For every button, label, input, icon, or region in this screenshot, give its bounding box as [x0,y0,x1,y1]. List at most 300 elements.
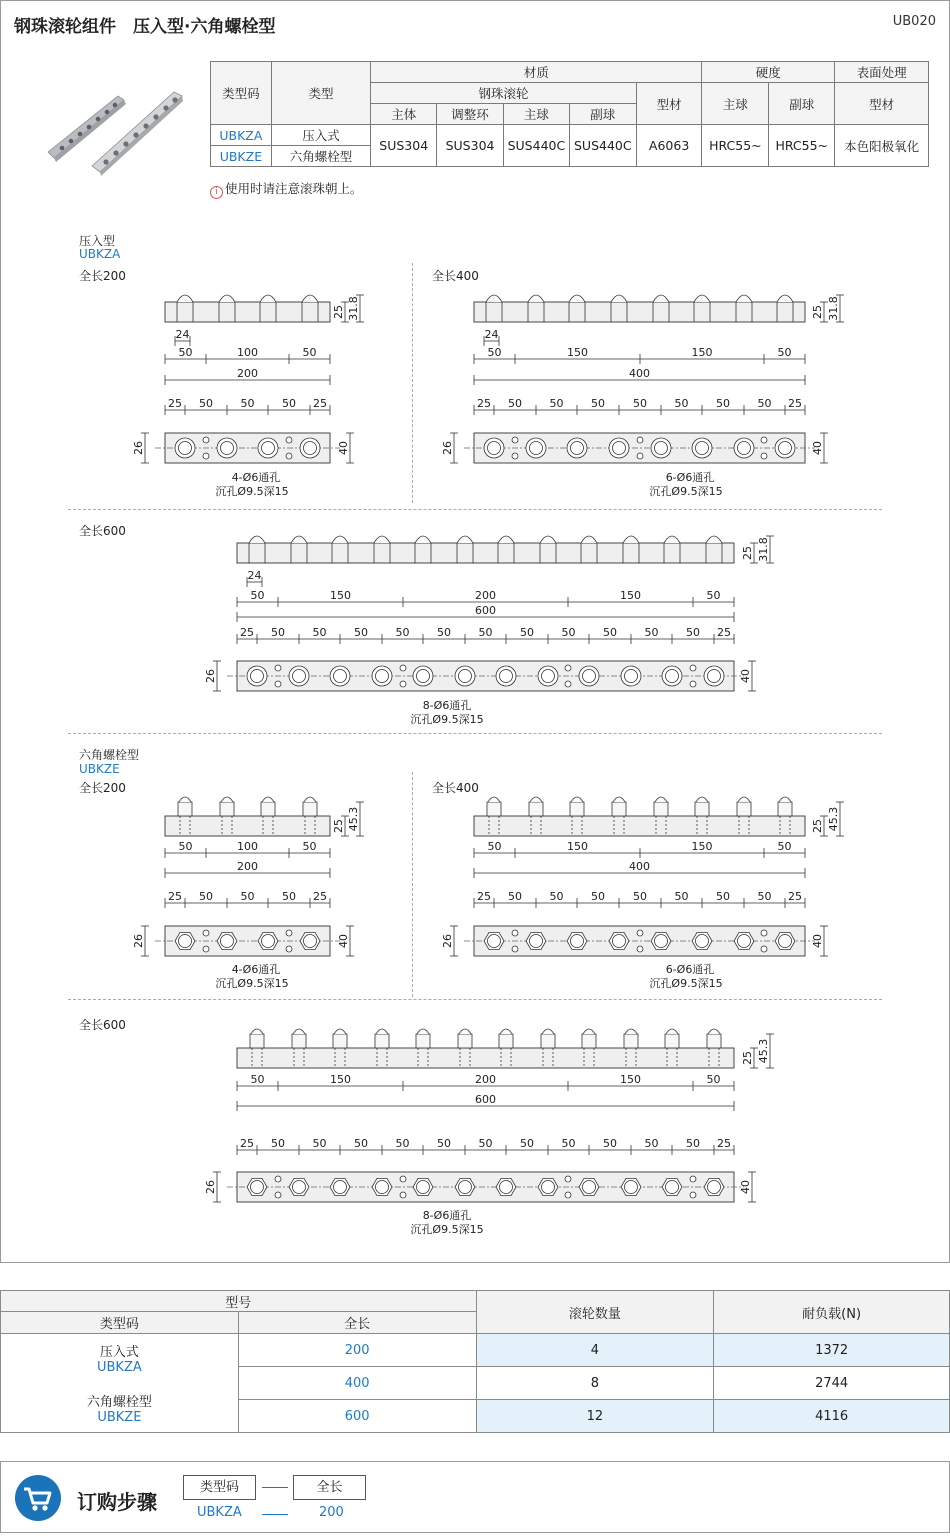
hex600-side-hexhead [333,1034,347,1048]
hex400-hole-label: 6-Ø6通孔 [665,963,715,976]
press600-w26-label: 26 [204,669,217,683]
hex600-topdim-label: 50 [520,1137,534,1150]
press600-pitch-label: 150 [330,589,351,602]
hex600-pitch-label: 50 [706,1073,721,1086]
hex200-hole-label: 4-Ø6通孔 [231,963,281,976]
val-surface: 本色阳极氧化 [835,125,929,167]
label-hex-200: 全长200 [79,781,126,795]
press600-pitch-label: 150 [620,589,641,602]
press600-top-ball [708,670,721,683]
hex400-pitch-label: 150 [567,840,588,853]
hex600-topdim-label: 50 [478,1137,493,1150]
th-hardness: 硬度 [702,62,835,83]
press400-pitch-label: 50 [487,346,502,359]
hex600-side-ball [542,1029,554,1034]
hex600-pitch-label: 50 [250,1073,265,1086]
hex400-topdim-label: 25 [477,890,491,903]
hex600-hole-label: 8-Ø6通孔 [422,1209,472,1222]
th-type: 类型 [271,62,371,125]
hex600-total-label: 600 [475,1093,496,1106]
press200-top-hole [286,453,292,459]
hex400-side-hexhead [529,802,543,816]
hex600-topdim-label: 25 [240,1137,254,1150]
hex600-side-hexhead [707,1034,721,1048]
hex600-top-hole [275,1192,281,1198]
label-hex-400: 全长400 [432,781,479,795]
press600-side-ball [664,536,680,543]
label-hex-600: 全长600 [79,1018,126,1032]
hex600-side-hexhead [499,1034,513,1048]
th-ring: 调整环 [437,104,504,125]
press600-topdim-label: 50 [644,626,659,639]
hex200-top-hole [203,946,209,952]
label-press-400: 全长400 [432,269,479,283]
hex400-top-ball [571,935,584,948]
hex600-top-hole [565,1176,571,1182]
hex200-top-hole [286,946,292,952]
row-code-ubkze: UBKZE [211,146,272,167]
press400-top-ball [738,442,751,455]
press600-topdim-label: 50 [437,626,451,639]
page-title: 钢珠滚轮组件 压入型·六角螺栓型 [14,17,276,37]
order-dash [262,1487,288,1488]
press600-side-ball [415,536,431,543]
hex400-top-ball [488,935,501,948]
press400-side-bar [474,302,805,322]
hex600-top-ball [251,1181,264,1194]
press200-cb-label: 沉孔Ø9.5深15 [215,485,289,498]
hex200-h453-label: 45.3 [347,806,360,832]
hex400-top-hole [512,930,518,936]
th-type-code: 类型码 [211,62,272,125]
label-press-200: 全长200 [79,269,126,283]
hex600-side-ball [293,1029,305,1034]
press600-side-ball [623,536,639,543]
size-len-600: 600 [238,1400,476,1433]
press200-total-label: 200 [237,367,258,380]
hex600-h453-label: 45.3 [757,1038,770,1064]
press400-top-ball [655,442,668,455]
press400-topdim-label: 25 [477,397,491,410]
section-press-code: UBKZA [79,247,121,261]
press400-top-hole [512,437,518,443]
press400-pitch-label: 150 [691,346,713,359]
press400-pitch-label: 50 [777,346,792,359]
press600-topdim-label: 50 [478,626,493,639]
hex600-side-ball [334,1029,346,1034]
th-sub-ball: 副球 [569,104,636,125]
press400-total-label: 400 [629,367,650,380]
th-body: 主体 [371,104,437,125]
hex400-top-hole [761,930,767,936]
press600-top-hole [565,681,571,687]
hex400-topdim-label: 25 [788,890,802,903]
hex600-top-hole [400,1192,406,1198]
hex400-topdim-label: 50 [633,890,647,903]
hex600-top-hole [690,1176,696,1182]
press400-top-ball [779,442,792,455]
press200-h25-label: 25 [332,305,345,319]
size-len-400: 400 [238,1367,476,1400]
hex200-side-hexhead [178,802,192,816]
th-profile: 型材 [636,83,702,125]
press400-top-hole [512,453,518,459]
press400-topdim-label: 50 [716,397,730,410]
press600-top-hole [400,681,406,687]
hex400-side-ball [488,797,500,802]
hex600-side-ball [459,1029,471,1034]
hex400-w26-label: 26 [441,934,454,948]
hex200-topdim-label: 50 [282,890,296,903]
press200-side-ball [302,295,318,302]
press200-pitch-label: 100 [237,346,258,359]
hex600-top-ball [500,1181,513,1194]
press400-side-ball [528,295,544,302]
th-load: 耐负载(N) [714,1291,950,1334]
order-dash-blue [262,1514,288,1515]
hex400-top-ball [779,935,792,948]
row-code-ubkza: UBKZA [211,125,272,146]
press400-topdim-label: 25 [788,397,802,410]
press400-topdim-label: 50 [549,397,564,410]
hex400-total-label: 400 [629,860,650,873]
hex200-top-hole [286,930,292,936]
press600-topdim-label: 50 [312,626,327,639]
press400-side-ball [736,295,752,302]
press400-top-ball [530,442,543,455]
press600-topdim-label: 50 [686,626,700,639]
size-load-200: 1372 [714,1334,950,1367]
press400-h25-label: 25 [811,305,824,319]
hex600-top-ball [376,1181,389,1194]
hex600-top-ball [293,1181,306,1194]
hex600-topdim-label: 50 [561,1137,576,1150]
order-box-type-code: 类型码 [183,1475,256,1500]
hex400-top-ball [696,935,709,948]
hex600-top-ball [583,1181,596,1194]
th-qty: 滚轮数量 [476,1291,714,1334]
hex200-top-ball [304,935,317,948]
press600-side-ball [706,536,722,543]
hex400-pitch-label: 50 [487,840,502,853]
press200-top-hole [203,437,209,443]
hex400-side-ball [738,797,750,802]
hex600-topdim-label: 50 [395,1137,410,1150]
press600-hole-label: 8-Ø6通孔 [422,699,472,712]
hex600-topdim-label: 50 [437,1137,451,1150]
press200-topdim-label: 50 [282,397,296,410]
hex600-side-bar [237,1048,734,1068]
press400-cb-label: 沉孔Ø9.5深15 [649,485,723,498]
hex400-side-hexhead [737,802,751,816]
hex200-cb-label: 沉孔Ø9.5深15 [215,977,289,990]
press600-top-hole [565,665,571,671]
press200-w26-label: 26 [132,441,145,455]
hex400-topdim-label: 50 [674,890,689,903]
hex600-side-hexhead [375,1034,389,1048]
hex600-side-hexhead [292,1034,306,1048]
press600-top-ball [625,670,638,683]
press200-topdim-label: 25 [313,397,327,410]
press400-top-hole [637,453,643,459]
hex400-side-bar [474,816,805,836]
th-hard-main: 主球 [702,83,769,125]
press200-topdim-label: 50 [240,397,255,410]
press200-top-hole [203,453,209,459]
hex600-side-ball [625,1029,637,1034]
val-ring: SUS304 [437,125,504,167]
hex200-h25-label: 25 [332,819,345,833]
press400-top-ball [696,442,709,455]
press200-top-ball [179,442,192,455]
cart-icon [15,1475,61,1521]
hex200-pitch-label: 100 [237,840,258,853]
order-box-length: 全长 [293,1475,366,1500]
press200-d24-label: 24 [175,328,190,341]
press600-side-bar [237,543,734,563]
hex400-pitch-label: 150 [691,840,713,853]
press600-top-ball [583,670,596,683]
val-profile: A6063 [636,125,702,167]
hex600-pitch-label: 150 [330,1073,351,1086]
press400-side-ball [653,295,669,302]
hex600-w26-label: 26 [204,1180,217,1194]
press600-top-hole [275,681,281,687]
press600-topdim-label: 50 [354,626,368,639]
hex600-pitch-label: 150 [620,1073,641,1086]
press600-cb-label: 沉孔Ø9.5深15 [410,713,484,726]
press600-topdim-label: 50 [271,626,285,639]
press200-top-ball [221,442,234,455]
hex200-top-ball [262,935,275,948]
press400-d24-label: 24 [484,328,499,341]
th-surface: 表面处理 [835,62,929,83]
order-steps [0,1461,950,1533]
press600-pitch-label: 50 [250,589,265,602]
hex200-side-ball [304,797,316,802]
press600-topdim-label: 50 [603,626,617,639]
press400-top-hole [761,437,767,443]
hex600-side-hexhead [541,1034,555,1048]
hex600-topdim-label: 50 [603,1137,617,1150]
press600-top-ball [376,670,389,683]
hex200-w40-label: 40 [337,934,350,948]
size-type-press: 压入式 [99,1345,139,1360]
hex400-side-ball [655,797,667,802]
press400-side-ball [611,295,627,302]
hex600-h25-label: 25 [741,1051,754,1065]
hex400-topdim-label: 50 [716,890,730,903]
press600-side-ball [291,536,307,543]
press600-topdim-label: 50 [561,626,576,639]
press600-side-ball [498,536,514,543]
hex400-topdim-label: 50 [591,890,605,903]
press600-topdim-label: 50 [395,626,410,639]
section-hex-code: UBKZE [79,762,120,776]
press200-side-ball [260,295,276,302]
press400-topdim-label: 50 [591,397,605,410]
hex600-top-hole [565,1192,571,1198]
hex400-side-ball [571,797,583,802]
hex600-side-hexhead [582,1034,596,1048]
press200-w40-label: 40 [337,441,350,455]
hex600-side-hexhead [665,1034,679,1048]
size-code-hex: UBKZE [97,1410,142,1425]
press200-side-ball [219,295,235,302]
size-qty-600: 12 [476,1400,714,1433]
hex600-side-hexhead [416,1034,430,1048]
press200-top-hole [286,437,292,443]
hex400-top-hole [512,946,518,952]
hex200-side-ball [221,797,233,802]
press600-topdim-label: 25 [240,626,254,639]
press600-w40-label: 40 [739,669,752,683]
hex400-topdim-label: 50 [549,890,564,903]
press400-side-ball [777,295,793,302]
hex600-w40-label: 40 [739,1180,752,1194]
press200-hole-label: 4-Ø6通孔 [231,471,281,484]
hex400-h453-label: 45.3 [827,806,840,832]
press400-top-ball [571,442,584,455]
hex400-topdim-label: 50 [757,890,772,903]
press400-top-hole [761,453,767,459]
hex600-topdim-label: 25 [717,1137,731,1150]
hex600-side-hexhead [250,1034,264,1048]
hex400-top-ball [530,935,543,948]
press400-w26-label: 26 [441,441,454,455]
val-main-ball: SUS440C [503,125,569,167]
hex600-side-ball [500,1029,512,1034]
hex600-pitch-label: 200 [475,1073,496,1086]
press600-top-ball [251,670,264,683]
cell-type-codes [1,1334,239,1433]
press400-side-ball [486,295,502,302]
hex200-side-ball [262,797,274,802]
press600-topdim-label: 50 [520,626,534,639]
th-surface-profile: 型材 [835,83,929,125]
press600-top-ball [542,670,555,683]
hex600-top-ball [334,1181,347,1194]
hex600-cb-label: 沉孔Ø9.5深15 [410,1223,484,1236]
hex600-top-ball [417,1181,430,1194]
page-code: UB020 [892,14,936,29]
hex400-cb-label: 沉孔Ø9.5深15 [649,977,723,990]
th-model: 型号 [1,1291,477,1312]
hex400-side-hexhead [654,802,668,816]
hex600-topdim-label: 50 [686,1137,700,1150]
hex400-top-hole [637,930,643,936]
hex200-w26-label: 26 [132,934,145,948]
val-hard-main: HRC55~ [702,125,769,167]
hex400-pitch-label: 50 [777,840,792,853]
press600-top-ball [334,670,347,683]
hex600-top-hole [400,1176,406,1182]
section-press-name: 压入型 [79,234,116,248]
hex600-top-ball [708,1181,721,1194]
press400-hole-label: 6-Ø6通孔 [665,471,715,484]
press600-d24-label: 24 [247,569,262,582]
hex200-side-hexhead [220,802,234,816]
size-code-press: UBKZA [97,1360,142,1375]
hex600-side-ball [708,1029,720,1034]
hex400-side-ball [696,797,708,802]
hex200-topdim-label: 50 [240,890,255,903]
size-load-600: 4116 [714,1400,950,1433]
hex200-topdim-label: 25 [313,890,327,903]
hex200-total-label: 200 [237,860,258,873]
hex200-side-hexhead [261,802,275,816]
order-title: 订购步骤 [77,1490,157,1514]
hex400-side-ball [613,797,625,802]
press600-side-ball [457,536,473,543]
hex600-top-ball [666,1181,679,1194]
press400-pitch-label: 150 [567,346,588,359]
press600-side-ball [374,536,390,543]
hex400-w40-label: 40 [811,934,824,948]
th-length: 全长 [238,1312,476,1334]
section-hex-name: 六角螺栓型 [79,748,140,762]
press600-top-hole [690,681,696,687]
hex400-side-hexhead [487,802,501,816]
hex400-side-hexhead [695,802,709,816]
hex600-side-ball [251,1029,263,1034]
hex400-side-hexhead [778,802,792,816]
press200-side-ball [177,295,193,302]
press400-topdim-label: 50 [508,397,522,410]
press200-topdim-label: 25 [168,397,182,410]
hex200-top-ball [221,935,234,948]
hex600-top-ball [625,1181,638,1194]
size-type-hex: 六角螺栓型 [86,1395,152,1410]
hex600-side-ball [583,1029,595,1034]
hex200-pitch-label: 50 [302,840,317,853]
hex600-topdim-label: 50 [312,1137,327,1150]
row-type-hex: 六角螺栓型 [271,146,371,167]
order-val-code: UBKZA [197,1505,242,1520]
press600-top-ball [666,670,679,683]
press600-h25-label: 25 [741,546,754,560]
hex400-top-ball [738,935,751,948]
hex200-pitch-label: 50 [178,840,193,853]
press600-side-ball [332,536,348,543]
hex600-side-ball [666,1029,678,1034]
size-qty-400: 8 [476,1367,714,1400]
size-table [0,1290,950,1433]
hex400-side-hexhead [570,802,584,816]
hex400-h25-label: 25 [811,819,824,833]
press600-side-ball [249,536,265,543]
press200-h318-label: 31.8 [347,296,360,321]
hex400-side-hexhead [612,802,626,816]
press200-top-ball [262,442,275,455]
hex400-topdim-label: 50 [508,890,522,903]
size-len-200: 200 [238,1334,476,1367]
press600-pitch-label: 200 [475,589,496,602]
press200-top-ball [304,442,317,455]
hex600-side-ball [376,1029,388,1034]
press600-h318-label: 31.8 [757,537,770,562]
th-main-ball: 主球 [503,104,569,125]
hex600-top-hole [275,1176,281,1182]
press400-side-ball [569,295,585,302]
order-val-length: 200 [319,1505,344,1520]
size-qty-200: 4 [476,1334,714,1367]
press600-side-ball [581,536,597,543]
press400-top-hole [637,437,643,443]
th-material: 材质 [371,62,702,83]
hex600-top-ball [542,1181,555,1194]
usage-note-text: 使用时请注意滚珠朝上。 [225,181,363,196]
